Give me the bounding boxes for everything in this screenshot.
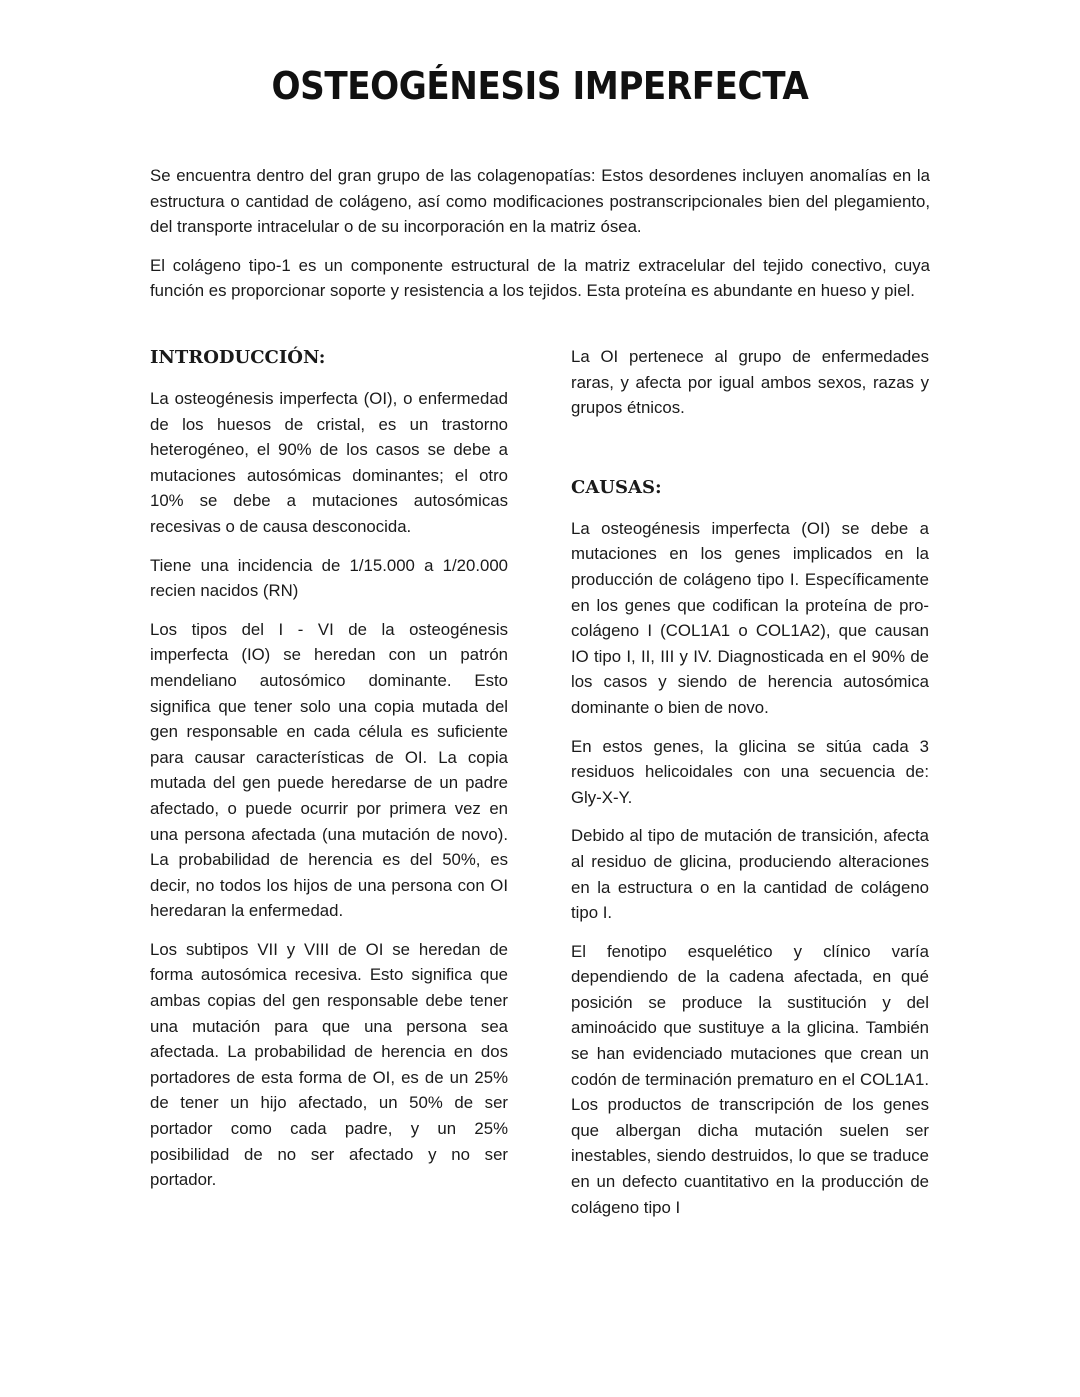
- left-column: [150, 344, 508, 1206]
- right-column: [571, 344, 929, 1233]
- causas-paragraph: Debido al tipo de mutación de transición, afecta al residuo de glicina, produciendo alteraciones en la estructura o en la cantidad de colágeno tipo I.: [571, 826, 929, 923]
- introduccion-paragraph: La OI pertenece al grupo de enfermedades raras, y afecta por igual ambos sexos, razas y grupos étnicos.: [571, 347, 929, 418]
- introduccion-paragraph: Los tipos del I - VI de la osteogénesis imperfecta (IO) se heredan con un patrón mendeliano autosómico dominante. Esto significa que tener solo una copia mutada del gen responsable en cada célula es suficiente para causar características de OI. La copia mutada del gen puede heredarse de un padre afectado, o puede ocurrir por primera vez en una persona afectada (una mutación de novo). La probabilidad de herencia es del 50%, es decir, no todos los hijos de una persona con OI heredaran la enfermedad.: [150, 619, 508, 921]
- introduccion-paragraph: La osteogénesis imperfecta (OI), o enfermedad de los huesos de cristal, es un trastorno heterogéneo, el 90% de los casos se debe a mutaciones autosómicas dominantes; el otro 10% se debe a mutaciones autosómicas recesivas o de causa desconocida.: [150, 389, 508, 536]
- introduccion-paragraph: Tiene una incidencia de 1/15.000 a 1/20.000 recien nacidos (RN): [150, 555, 508, 601]
- intro-paragraph: Se encuentra dentro del gran grupo de las colagenopatías: Estos desordenes incluyen anomalías en la estructura o cantidad de colágeno, así como modificaciones postranscripcionales bien del plegamiento, del transporte intracelular o de su incorporación en la matriz ósea.: [150, 166, 930, 237]
- intro-section: [150, 163, 930, 317]
- causas-heading: CAUSAS:: [571, 476, 662, 498]
- causas-paragraph: La osteogénesis imperfecta (OI) se debe a mutaciones en los genes implicados en la producción de colágeno tipo I. Específicamente en los genes que codifican la proteína de pro-colágeno I (COL1A1 o COL1A2), que causan IO tipo I, II, III y IV. Diagnosticada en el 90% de los casos y siendo de herencia autosómica dominante o bien de novo.: [571, 518, 929, 717]
- introduccion-heading: INTRODUCCIÓN:: [150, 347, 326, 368]
- intro-paragraph: El colágeno tipo-1 es un componente estructural de la matriz extracelular del tejido conectivo, cuya función es proporcionar soporte y resistencia a los tejidos. Esta proteína es abundante en hueso y piel.: [150, 255, 930, 301]
- causas-paragraph: El fenotipo esquelético y clínico varía dependiendo de la cadena afectada, en qué posición se produce la sustitución y del aminoácido que sustituye a la glicina. También se han evidenciado mutaciones que crean un codón de terminación prematuro en el COL1A1. Los productos de transcripción de los genes que albergan dicha mutación suelen ser inestables, siendo destruidos, lo que se traduce en un defecto cuantitativo en la producción de colágeno tipo I: [571, 941, 929, 1217]
- column-spacer: [571, 434, 929, 474]
- page-title: OSTEOGÉNESIS IMPERFECTA: [271, 64, 809, 108]
- introduccion-paragraph: Los subtipos VII y VIII de OI se heredan de forma autosómica recesiva. Esto significa que ambas copias del gen responsable debe tener una mutación para que una persona sea afectada. La probabilidad de herencia en dos portadores de esta forma de OI, es de un 25% de tener un hijo afectado, un 50% de ser portador como cada padre, y un 25% posibilidad de no ser afectado y no ser portador.: [150, 939, 508, 1190]
- causas-paragraph: En estos genes, la glicina se sitúa cada 3 residuos helicoidales con una secuencia de: Gly-X-Y.: [571, 736, 929, 807]
